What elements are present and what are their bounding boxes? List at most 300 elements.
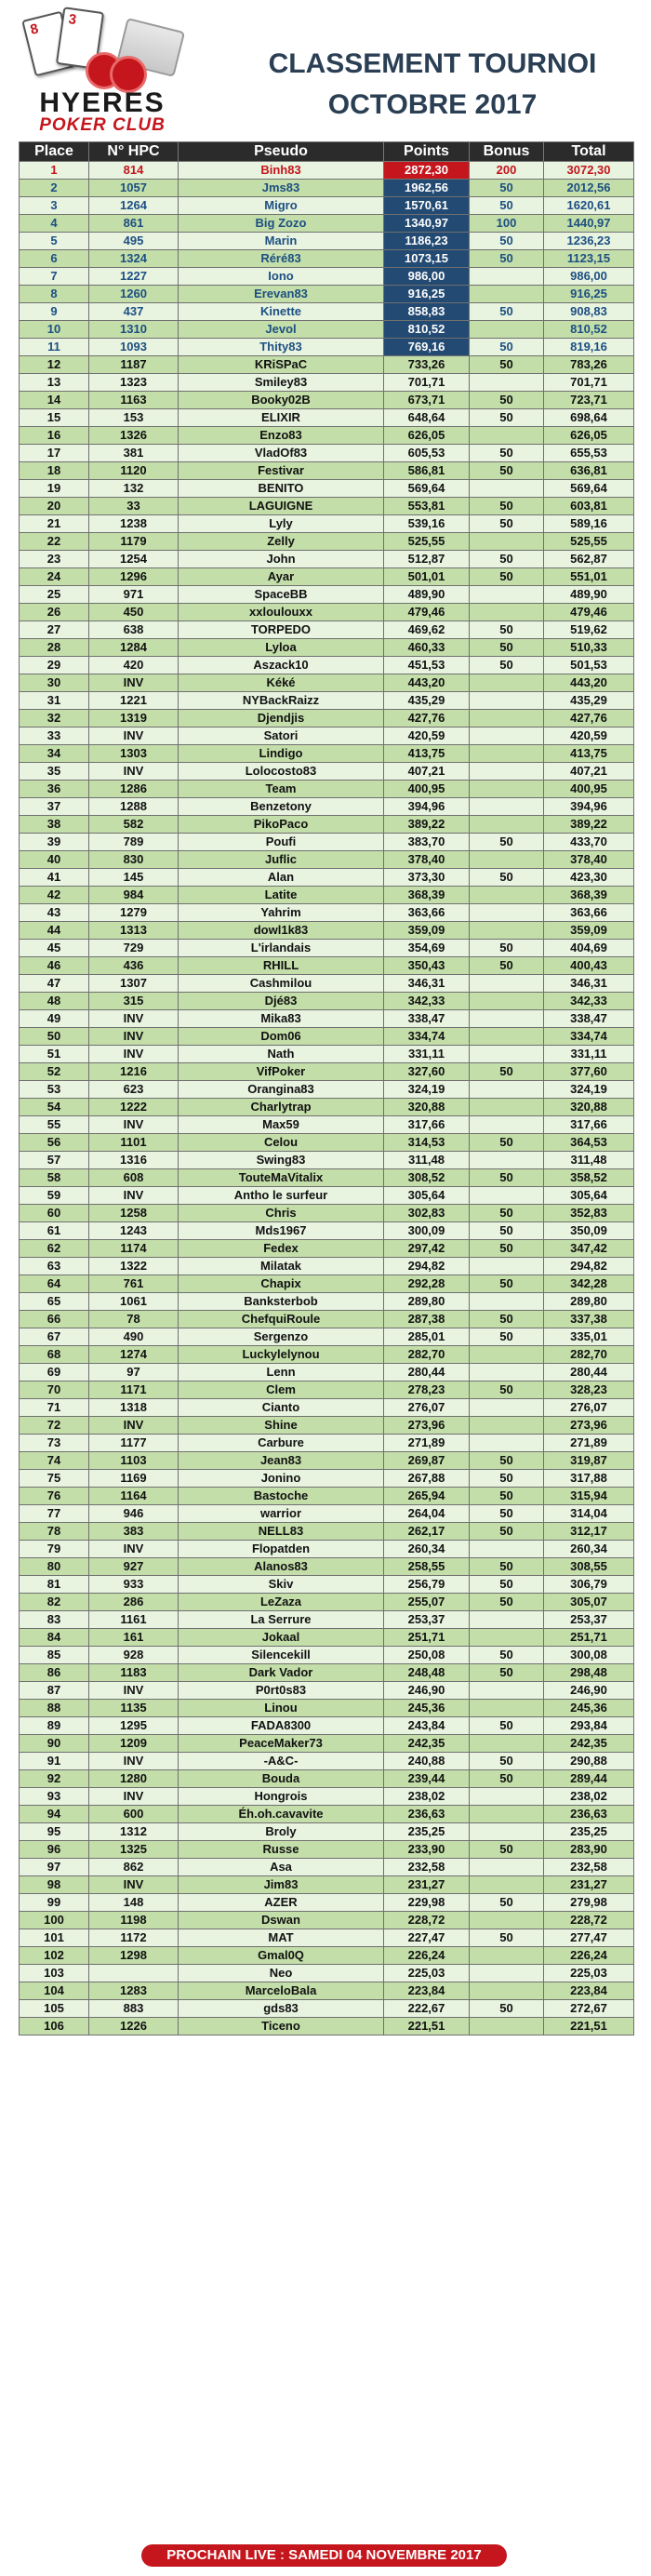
total-cell: 359,09 [544,922,634,940]
hpc-number-cell: 450 [89,604,179,621]
table-row [20,1947,634,1965]
bonus-cell [470,1700,544,1717]
points-cell: 285,01 [384,1328,470,1346]
hpc-number-cell: 495 [89,233,179,250]
points-cell: 346,31 [384,975,470,993]
pseudo-cell: Jean83 [179,1452,384,1470]
hpc-number-cell: 315 [89,993,179,1010]
table-row [20,1063,634,1081]
rank-cell: 88 [20,1700,89,1717]
points-cell: 256,79 [384,1576,470,1594]
total-cell: 916,25 [544,286,634,303]
rank-cell: 81 [20,1576,89,1594]
bonus-cell [470,1735,544,1753]
total-cell: 283,90 [544,1841,634,1859]
hpc-number-cell: 1283 [89,1982,179,2000]
points-cell: 287,38 [384,1311,470,1328]
pseudo-cell: Nath [179,1046,384,1063]
hpc-number-cell: 1227 [89,268,179,286]
pseudo-cell: Skiv [179,1576,384,1594]
hpc-number-cell: INV [89,1788,179,1806]
table-row [20,250,634,268]
pseudo-cell: RHILL [179,957,384,975]
pseudo-cell: Lolocosto83 [179,763,384,781]
hpc-number-cell: 1226 [89,2018,179,2035]
table-row [20,462,634,480]
hpc-number-cell: 1061 [89,1293,179,1311]
points-cell: 282,70 [384,1346,470,1364]
hpc-number-cell: 861 [89,215,179,233]
bonus-cell [470,993,544,1010]
pseudo-cell: Chris [179,1205,384,1222]
hpc-number-cell: 1316 [89,1152,179,1169]
bonus-cell: 50 [470,1523,544,1541]
bonus-cell: 50 [470,1841,544,1859]
hpc-number-cell: 286 [89,1594,179,1611]
bonus-cell [470,321,544,339]
bonus-cell [470,1081,544,1099]
pseudo-cell: VladOf83 [179,445,384,462]
rank-cell: 75 [20,1470,89,1488]
table-row [20,922,634,940]
bonus-cell: 50 [470,1717,544,1735]
bonus-cell: 50 [470,1929,544,1947]
table-row [20,1647,634,1664]
pseudo-cell: Ticeno [179,2018,384,2035]
pseudo-cell: Jokaal [179,1629,384,1647]
points-cell: 239,44 [384,1770,470,1788]
total-cell: 289,44 [544,1770,634,1788]
bonus-cell: 50 [470,445,544,462]
hpc-number-cell: 623 [89,1081,179,1099]
bonus-cell: 50 [470,1222,544,1240]
bonus-cell [470,1258,544,1275]
points-cell: 243,84 [384,1717,470,1735]
hpc-number-cell [89,1965,179,1982]
bonus-cell [470,268,544,286]
table-row [20,1876,634,1894]
rank-cell: 68 [20,1346,89,1364]
rank-cell: 10 [20,321,89,339]
total-cell: 377,60 [544,1063,634,1081]
pseudo-cell: Lindigo [179,745,384,763]
bonus-cell [470,887,544,904]
total-cell: 519,62 [544,621,634,639]
rank-cell: 13 [20,374,89,392]
rank-cell: 65 [20,1293,89,1311]
hpc-number-cell: 1264 [89,197,179,215]
bonus-cell [470,586,544,604]
bonus-cell: 50 [470,1134,544,1152]
table-row [20,1028,634,1046]
total-cell: 246,90 [544,1682,634,1700]
bonus-cell [470,674,544,692]
hpc-number-cell: 97 [89,1364,179,1381]
table-row [20,1205,634,1222]
points-cell: 280,44 [384,1364,470,1381]
table-row [20,339,634,356]
header [0,0,651,141]
total-cell: 400,43 [544,957,634,975]
total-cell: 223,84 [544,1982,634,2000]
total-cell: 245,36 [544,1700,634,1717]
total-cell: 279,98 [544,1894,634,1912]
pseudo-cell: Cianto [179,1399,384,1417]
total-cell: 308,55 [544,1558,634,1576]
points-cell: 539,16 [384,515,470,533]
bonus-cell: 50 [470,462,544,480]
points-cell: 1186,23 [384,233,470,250]
rank-cell: 53 [20,1081,89,1099]
points-cell: 264,04 [384,1505,470,1523]
bonus-cell [470,286,544,303]
table-row [20,1435,634,1452]
page-subtitle: OCTOBRE 2017 [327,89,538,120]
pseudo-cell: Jonino [179,1470,384,1488]
rank-cell: 89 [20,1717,89,1735]
bonus-cell: 50 [470,1647,544,1664]
pseudo-cell: Milatak [179,1258,384,1275]
bonus-cell [470,727,544,745]
table-row [20,1187,634,1205]
rank-cell: 12 [20,356,89,374]
points-cell: 269,87 [384,1452,470,1470]
pseudo-cell: Antho le surfeur [179,1187,384,1205]
rank-cell: 70 [20,1381,89,1399]
hpc-number-cell: 984 [89,887,179,904]
pseudo-cell: Ayar [179,568,384,586]
table-row [20,1275,634,1293]
hpc-number-cell: 1254 [89,551,179,568]
total-cell: 317,88 [544,1470,634,1488]
total-cell: 427,76 [544,710,634,727]
table-row [20,1982,634,2000]
bonus-cell: 50 [470,1664,544,1682]
bonus-cell [470,1364,544,1381]
table-row [20,1488,634,1505]
bonus-cell [470,1982,544,2000]
points-cell: 331,11 [384,1046,470,1063]
table-row [20,1629,634,1647]
table-row [20,887,634,904]
pseudo-cell: SpaceBB [179,586,384,604]
points-cell: 223,84 [384,1982,470,2000]
bonus-cell: 50 [470,1505,544,1523]
hpc-number-cell: 1177 [89,1435,179,1452]
rank-cell: 76 [20,1488,89,1505]
table-row [20,1470,634,1488]
bonus-cell: 50 [470,515,544,533]
total-cell: 407,21 [544,763,634,781]
total-cell: 314,04 [544,1505,634,1523]
hpc-number-cell: 582 [89,816,179,834]
hpc-number-cell: INV [89,1417,179,1435]
pseudo-cell: Linou [179,1700,384,1717]
points-cell: 413,75 [384,745,470,763]
points-cell: 858,83 [384,303,470,321]
bonus-cell: 50 [470,621,544,639]
bonus-cell: 50 [470,303,544,321]
points-cell: 460,33 [384,639,470,657]
total-cell: 277,47 [544,1929,634,1947]
bonus-cell: 50 [470,498,544,515]
bonus-cell [470,1435,544,1452]
bonus-cell: 50 [470,356,544,374]
points-cell: 1962,56 [384,180,470,197]
hpc-number-cell: 789 [89,834,179,851]
points-cell: 986,00 [384,268,470,286]
table-row [20,1859,634,1876]
total-cell: 238,02 [544,1788,634,1806]
points-cell: 276,07 [384,1399,470,1417]
table-row [20,1682,634,1700]
total-cell: 423,30 [544,869,634,887]
hpc-number-cell: INV [89,1046,179,1063]
total-cell: 271,89 [544,1435,634,1452]
points-cell: 553,81 [384,498,470,515]
bonus-cell [470,1293,544,1311]
points-cell: 222,67 [384,2000,470,2018]
hpc-number-cell: 1103 [89,1452,179,1470]
rank-cell: 71 [20,1399,89,1417]
total-cell: 289,80 [544,1293,634,1311]
table-row [20,1222,634,1240]
total-cell: 317,66 [544,1116,634,1134]
bonus-cell [470,781,544,798]
table-row [20,1328,634,1346]
rank-cell: 45 [20,940,89,957]
table-row [20,1594,634,1611]
points-cell: 324,19 [384,1081,470,1099]
points-cell: 394,96 [384,798,470,816]
hpc-number-cell: INV [89,1028,179,1046]
rank-cell: 73 [20,1435,89,1452]
bonus-cell [470,1806,544,1823]
rank-cell: 15 [20,409,89,427]
points-cell: 278,23 [384,1381,470,1399]
pseudo-cell: Swing83 [179,1152,384,1169]
table-row [20,781,634,798]
hpc-number-cell: 1174 [89,1240,179,1258]
rank-cell: 5 [20,233,89,250]
bonus-cell: 50 [470,1753,544,1770]
pseudo-cell: Benzetony [179,798,384,816]
hpc-number-cell: 1279 [89,904,179,922]
hpc-number-cell: 1298 [89,1947,179,1965]
rank-cell: 78 [20,1523,89,1541]
rank-cell: 30 [20,674,89,692]
pseudo-cell: Cashmilou [179,975,384,993]
points-cell: 233,90 [384,1841,470,1859]
points-cell: 479,46 [384,604,470,621]
pseudo-cell: Yahrim [179,904,384,922]
pseudo-cell: NELL83 [179,1523,384,1541]
hpc-number-cell: 1187 [89,356,179,374]
rank-cell: 72 [20,1417,89,1435]
points-cell: 489,90 [384,586,470,604]
table-row [20,1311,634,1328]
points-cell: 273,96 [384,1417,470,1435]
table-row [20,515,634,533]
bonus-cell: 50 [470,1558,544,1576]
rank-cell: 22 [20,533,89,551]
total-cell: 501,53 [544,657,634,674]
hpc-number-cell: 1303 [89,745,179,763]
pseudo-cell: Alan [179,869,384,887]
pseudo-cell: Jevol [179,321,384,339]
pseudo-cell: Dom06 [179,1028,384,1046]
total-cell: 280,44 [544,1364,634,1381]
bonus-cell [470,1399,544,1417]
points-cell: 242,35 [384,1735,470,1753]
table-row [20,1293,634,1311]
pseudo-cell: Marin [179,233,384,250]
rank-cell: 48 [20,993,89,1010]
total-cell: 338,47 [544,1010,634,1028]
pseudo-cell: MAT [179,1929,384,1947]
table-row [20,1664,634,1682]
total-cell: 293,84 [544,1717,634,1735]
bonus-cell [470,1682,544,1700]
total-cell: 294,82 [544,1258,634,1275]
total-cell: 394,96 [544,798,634,816]
total-cell: 231,27 [544,1876,634,1894]
points-cell: 469,62 [384,621,470,639]
table-row [20,233,634,250]
rank-cell: 25 [20,586,89,604]
next-live-date: SAMEDI 04 NOVEMBRE 2017 [288,2547,482,2563]
hpc-number-cell: 1319 [89,710,179,727]
pseudo-cell: Réré83 [179,250,384,268]
table-row [20,445,634,462]
hpc-number-cell: 1288 [89,798,179,816]
rank-cell: 40 [20,851,89,869]
points-cell: 317,66 [384,1116,470,1134]
table-row [20,1841,634,1859]
pseudo-cell: Jms83 [179,180,384,197]
table-row [20,1912,634,1929]
table-row [20,197,634,215]
bonus-cell: 50 [470,1770,544,1788]
rank-cell: 82 [20,1594,89,1611]
total-cell: 368,39 [544,887,634,904]
total-cell: 350,09 [544,1222,634,1240]
total-cell: 242,35 [544,1735,634,1753]
hpc-number-cell: 1307 [89,975,179,993]
table-row [20,710,634,727]
table-row [20,392,634,409]
total-cell: 260,34 [544,1541,634,1558]
rank-cell: 47 [20,975,89,993]
hpc-number-cell: 1198 [89,1912,179,1929]
rank-cell: 38 [20,816,89,834]
rank-cell: 46 [20,957,89,975]
pseudo-cell: Carbure [179,1435,384,1452]
hpc-number-cell: 1312 [89,1823,179,1841]
table-row [20,727,634,745]
total-cell: 551,01 [544,568,634,586]
hpc-number-cell: 437 [89,303,179,321]
table-header-row [20,142,634,162]
points-cell: 221,51 [384,2018,470,2035]
hpc-number-cell: 1280 [89,1770,179,1788]
hpc-number-cell: INV [89,763,179,781]
points-cell: 407,21 [384,763,470,781]
table-row [20,1046,634,1063]
rank-cell: 92 [20,1770,89,1788]
hpc-number-cell: 1057 [89,180,179,197]
total-cell: 347,42 [544,1240,634,1258]
rank-cell: 57 [20,1152,89,1169]
pseudo-cell: -A&C- [179,1753,384,1770]
table-row [20,303,634,321]
rank-cell: 60 [20,1205,89,1222]
total-cell: 783,26 [544,356,634,374]
pseudo-cell: Orangina83 [179,1081,384,1099]
hpc-number-cell: 1313 [89,922,179,940]
hpc-number-cell: 1093 [89,339,179,356]
table-row [20,1452,634,1470]
points-cell: 300,09 [384,1222,470,1240]
hpc-number-cell: INV [89,1187,179,1205]
total-cell: 342,28 [544,1275,634,1293]
rank-cell: 20 [20,498,89,515]
rank-cell: 50 [20,1028,89,1046]
rank-cell: 41 [20,869,89,887]
points-cell: 255,07 [384,1594,470,1611]
bonus-cell [470,1629,544,1647]
table-row [20,1417,634,1435]
total-cell: 331,11 [544,1046,634,1063]
table-row [20,409,634,427]
rank-cell: 74 [20,1452,89,1470]
bonus-cell: 50 [470,1594,544,1611]
hpc-number-cell: 1323 [89,374,179,392]
bonus-cell [470,904,544,922]
points-cell: 368,39 [384,887,470,904]
rank-cell: 31 [20,692,89,710]
bonus-cell [470,1876,544,1894]
points-cell: 245,36 [384,1700,470,1717]
points-cell: 400,95 [384,781,470,798]
total-cell: 273,96 [544,1417,634,1435]
rank-cell: 54 [20,1099,89,1116]
pseudo-cell: Éh.oh.cavavite [179,1806,384,1823]
bonus-cell: 50 [470,834,544,851]
points-cell: 258,55 [384,1558,470,1576]
hpc-number-cell: 1172 [89,1929,179,1947]
bonus-cell [470,1417,544,1435]
bonus-cell [470,692,544,710]
table-row [20,1806,634,1823]
hpc-number-cell: 153 [89,409,179,427]
total-cell: 1620,61 [544,197,634,215]
rank-cell: 51 [20,1046,89,1063]
hpc-number-cell: INV [89,674,179,692]
points-cell: 443,20 [384,674,470,692]
bonus-cell: 200 [470,162,544,180]
table-row [20,586,634,604]
hpc-number-cell: 883 [89,2000,179,2018]
pseudo-cell: PeaceMaker73 [179,1735,384,1753]
bonus-cell [470,851,544,869]
table-row [20,2000,634,2018]
total-cell: 525,55 [544,533,634,551]
hpc-number-cell: 1310 [89,321,179,339]
bonus-cell: 50 [470,392,544,409]
pseudo-cell: Migro [179,197,384,215]
total-cell: 404,69 [544,940,634,957]
